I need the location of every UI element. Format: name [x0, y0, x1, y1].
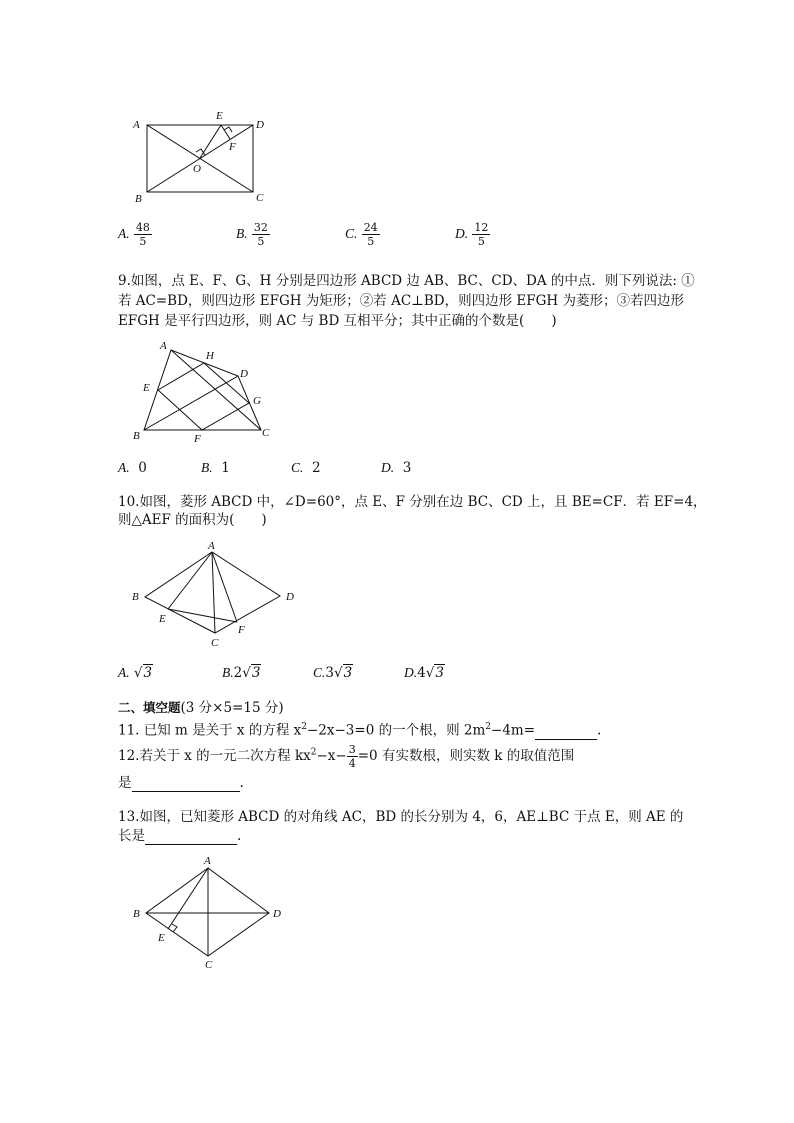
q13-text-line-2: 长是 . [118, 828, 242, 844]
q9-text-line-2: 若 AC=BD，则四边形 EFGH 为矩形；②若 AC⊥BD，则四边形 EFGH 为菱形；③若四边形 [118, 293, 684, 309]
q12-answer-blank[interactable] [132, 777, 240, 792]
q8-label-f: F [229, 141, 236, 153]
q9-diagonal-ac [171, 350, 261, 430]
section2-title: 二、填空题 [118, 700, 181, 715]
q9-label-g: G [253, 395, 261, 407]
q9-label-f: F [194, 433, 201, 445]
q10-diagonal-ac [212, 552, 215, 633]
q13-segment-ae [168, 868, 208, 929]
q10-option-d: D.4√3 [404, 665, 444, 681]
q9-text-line-1: 9.如图，点 E、F、G、H 分别是四边形 ABCD 边 AB、BC、CD、DA 的中点．则下列说法: ① [118, 273, 695, 289]
q9-quadrilateral-abcd [144, 350, 261, 430]
q12-fraction: $\frac{3}{4}$ [348, 743, 356, 770]
q11-text: 11. 已知 m 是关于 x 的方程 $x^2-2x-3=0$ 的一个根，则 $2m^2-4m=$ . [118, 722, 602, 739]
q10-label-e: E [159, 613, 166, 625]
q13-answer-blank[interactable] [145, 830, 237, 845]
q10-text-line-1: 10.如图，菱形 ABCD 中，∠D=60°，点 E、F 分别在边 BC、CD 上，且 BE=CF．若 EF=4， [118, 494, 707, 510]
q8-option-d: D. $\frac{12}{5}$ [455, 221, 489, 248]
q10-option-c: C.3√3 [313, 665, 353, 681]
q10-option-a: A. √3 [118, 665, 153, 681]
q13-label-d: D [273, 908, 281, 920]
q9-label-e: E [143, 382, 150, 394]
section2-heading [118, 699, 284, 717]
q8-option-a: A. $\frac{48}{5}$ [118, 221, 150, 248]
q9-quadrilateral-efgh [158, 363, 249, 430]
q11-answer-blank[interactable] [535, 725, 597, 740]
q8-label-a: A [133, 119, 140, 131]
q8-label-d: D [256, 119, 264, 131]
q8-label-e: E [216, 110, 223, 122]
q9-label-c: C [262, 427, 270, 439]
q10-text-line-2: 则△AEF 的面积为( ) [118, 512, 267, 528]
q10-label-f: F [238, 624, 245, 636]
q9-option-c: C. 2 [291, 460, 321, 476]
q10-label-b: B [132, 591, 139, 603]
q13-label-a: A [204, 855, 211, 867]
q10-label-d: D [286, 591, 294, 603]
q8-figure [128, 104, 278, 208]
q9-option-d: D. 3 [381, 460, 412, 476]
q9-label-d: D [240, 368, 248, 380]
q12-text-line-2: 是 . [118, 775, 244, 791]
q9-option-a: A. 0 [118, 460, 147, 476]
q10-segment-af [212, 552, 237, 622]
q8-option-b: B. $\frac{32}{5}$ [236, 221, 268, 248]
q8-label-c: C [256, 192, 264, 204]
q12-text-line-1: 12.若关于 x 的一元二次方程 $kx^2-x-$ $\frac{3}{4}$ =0 有实数根，则实数 k 的取值范围 [118, 743, 575, 770]
q9-label-a: A [160, 340, 167, 352]
q9-text-line-3: EFGH 是平行四边形，则 AC 与 BD 互相平分；其中正确的个数是( ) [118, 313, 557, 329]
q10-label-c: C [211, 637, 219, 649]
q8-label-o: O [193, 163, 201, 175]
q10-segment-ef [168, 609, 237, 622]
section2-score: (3 分×5=15 分) [180, 700, 284, 716]
q9-label-b: B [133, 430, 140, 442]
q10-segment-ae [168, 552, 212, 609]
q10-figure [128, 536, 308, 652]
q13-label-b: B [133, 908, 140, 920]
q9-label-h: H [206, 350, 214, 362]
q9-figure [128, 336, 278, 448]
q13-text-line-1: 13.如图，已知菱形 ABCD 的对角线 AC，BD 的长分别为 4，6，AE⊥BC 于点 E，则 AE 的 [118, 809, 684, 825]
q8-label-b: B [135, 193, 142, 205]
q8-option-c: C. $\frac{24}{5}$ [345, 221, 378, 248]
q13-right-angle-mark [172, 924, 177, 932]
q9-option-b: B. 1 [201, 460, 230, 476]
q9-diagonal-bd [144, 376, 238, 430]
q13-label-c: C [205, 959, 213, 971]
q13-figure [128, 852, 298, 972]
q10-option-b: B.2√3 [222, 665, 261, 681]
q13-label-e: E [158, 932, 165, 944]
q10-label-a: A [208, 540, 215, 552]
